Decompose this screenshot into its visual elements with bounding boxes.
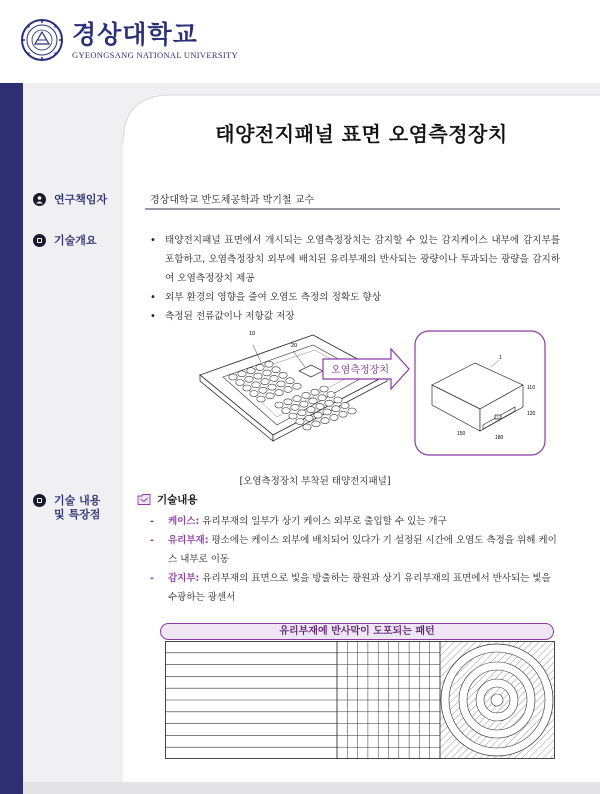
solar-cell	[339, 411, 347, 417]
solar-cell	[321, 418, 329, 424]
solar-cell	[229, 374, 237, 380]
person-icon	[33, 193, 46, 206]
solar-cell	[277, 381, 285, 387]
solar-cell	[293, 383, 301, 389]
overview-list	[148, 231, 560, 326]
ref-label: 120	[527, 411, 536, 417]
solar-cell	[247, 368, 255, 374]
ref-label: 110	[527, 385, 535, 391]
ref-label: 1	[499, 355, 502, 361]
ref-label: 10	[249, 331, 256, 337]
solar-cell	[282, 408, 290, 414]
solar-cell	[327, 392, 335, 398]
list-item: • 태양전지패널 표면에서 개시되는 오염측정장치는 감지할 수 있는 감지케이스 내부에 감지부를 포함하고, 오염측정장치 외부에 배치된 유리부재의 반사되는 광량이나 투과되는 광량을 감지하여 오염측정장치 제공	[148, 231, 560, 288]
solar-cell	[270, 375, 278, 381]
solar-panel-figure	[195, 327, 555, 462]
solar-cell	[334, 397, 342, 403]
solar-cell	[256, 364, 264, 370]
solar-cell	[236, 380, 244, 386]
folder-icon	[137, 493, 151, 506]
solar-cell	[261, 379, 269, 385]
ref-label: 180	[495, 435, 504, 441]
pattern-title: 유리부재에 반사막이 도포되는 패턴	[160, 623, 554, 640]
solar-cell	[341, 403, 349, 409]
list-item: - 감지부: 유리부재의 표면으로 빛을 방출하는 광원과 상기 유리부재의 표면에서 반사되는 빛을 수광하는 광센서	[150, 573, 551, 603]
solar-cell	[250, 391, 258, 397]
solar-cell	[298, 410, 306, 416]
solar-cell	[323, 409, 331, 415]
tech-heading: 기술내용	[137, 492, 198, 507]
solar-cell	[318, 395, 326, 401]
solar-cell	[245, 376, 253, 382]
university-name-en: GYEONGSANG NATIONAL UNIVERSITY	[72, 49, 238, 60]
solar-cell	[332, 406, 340, 412]
solar-cell	[284, 386, 292, 392]
section-label-content: 기술 내용 및 특장점	[33, 494, 100, 522]
section-label-overview: 기술개요	[33, 234, 97, 248]
sidebar-bar	[0, 83, 23, 794]
arrow-label: 오염측정장치	[331, 365, 389, 376]
solar-cell	[275, 402, 283, 408]
solar-cell	[252, 382, 260, 388]
solar-cell	[303, 424, 311, 430]
solar-cell	[265, 361, 273, 367]
solar-cell	[284, 399, 292, 405]
bottom-band	[23, 782, 600, 794]
list-item: • 외부 환경의 영향을 줄여 오염도 측정의 정확도 향상	[148, 288, 560, 307]
solar-cell	[314, 412, 322, 418]
list-item: • 측정된 전류값이나 저항값 저장	[148, 307, 560, 326]
list-item: - 케이스: 유리부재의 일부가 상기 케이스 외부로 출입할 수 있는 개구	[150, 516, 447, 527]
ring-pattern	[440, 642, 554, 758]
list-item: - 유리부재: 평소에는 케이스 외부에 배치되어 있다가 기 설정된 시간에 오염도 측정을 위해 케이스 내부로 이동	[150, 535, 557, 565]
solar-cell	[309, 398, 317, 404]
solar-cell	[307, 407, 315, 413]
solar-cell	[296, 419, 304, 425]
solar-cell	[257, 396, 265, 402]
figure-caption: [오염측정장치 부착된 태양전지패널]	[239, 476, 391, 487]
sidebar-panel	[23, 83, 123, 794]
solar-cell	[259, 387, 267, 393]
solar-cell	[272, 367, 280, 373]
solar-cell	[311, 389, 319, 395]
solar-cell	[302, 392, 310, 398]
solar-cell	[316, 403, 324, 409]
solar-cell	[243, 385, 251, 391]
solar-cell	[254, 373, 262, 379]
reflective-pattern-figure	[165, 641, 555, 759]
solar-cell	[268, 384, 276, 390]
solar-cell	[289, 413, 297, 419]
researcher-name: 경상대학교 반도체공학과 박기철 교수	[150, 195, 315, 206]
section-label-researcher: 연구책임자	[33, 193, 107, 207]
divider	[145, 208, 560, 210]
solar-cell	[320, 386, 328, 392]
solar-cell	[266, 393, 274, 399]
square-bullet-icon	[33, 494, 46, 507]
university-seal-icon	[20, 18, 64, 62]
ref-label: 150	[457, 431, 466, 437]
solar-cell	[330, 414, 338, 420]
tech-list	[150, 512, 562, 607]
university-logo	[20, 18, 238, 62]
ref-label: 20	[291, 343, 298, 349]
solar-cell	[305, 415, 313, 421]
solar-cell	[293, 396, 301, 402]
solar-cell	[312, 421, 320, 427]
solar-cell	[275, 390, 283, 396]
solar-cell	[279, 372, 287, 378]
solar-cell	[238, 371, 246, 377]
solar-cell	[348, 408, 356, 414]
solar-cell	[300, 401, 308, 407]
solar-cell	[325, 400, 333, 406]
square-bullet-icon	[33, 234, 46, 247]
solar-cell	[291, 404, 299, 410]
solar-cell	[263, 370, 271, 376]
page-title: 태양전지패널 표면 오염측정장치	[215, 122, 508, 146]
university-name-ko: 경상대학교	[72, 19, 198, 49]
solar-cell	[286, 378, 294, 384]
